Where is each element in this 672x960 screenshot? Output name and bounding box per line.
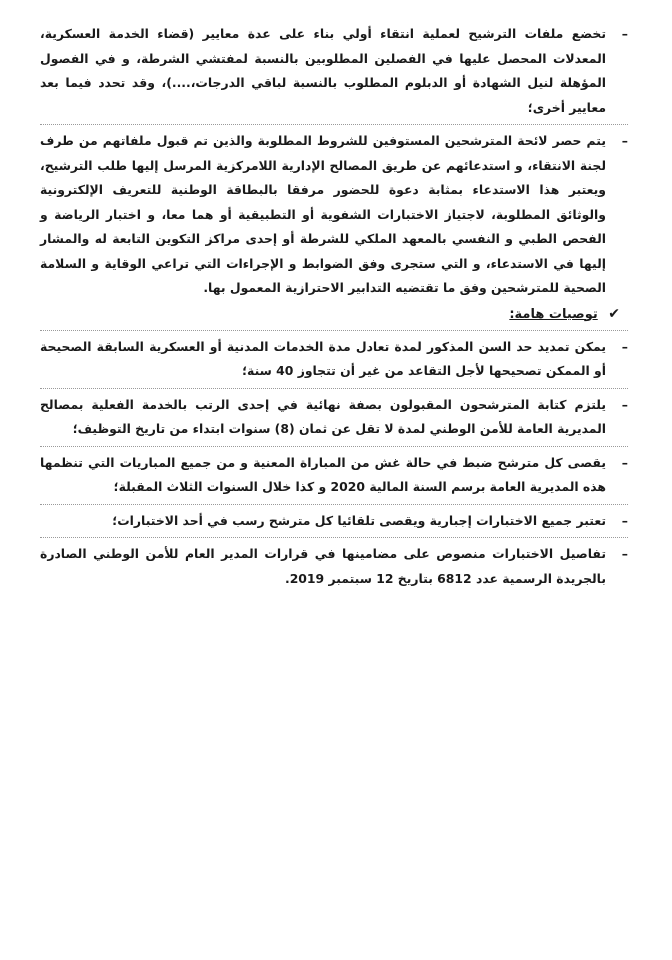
paragraph-text: يتم حصر لائحة المترشحين المستوفين للشروط المطلوبة والذين تم قبول ملفاتهم من طرف لجنة الانتقاء، و استدعائهم عن طريق المصالح الإدارية اللامركزية المرسل إليها طلب الترشيح، ويعتبر هذا الاستدعاء بمثابة دعوة للحضور مرفقا بالبطاقة الوطنية للتعريف الإلكترونية والوثائق المطلوبة، لاجتياز الاختبارات الشفوية أو التطبيقية أو هما معا، و اختبار الرياضة و الفحص الطبي و النفسي بالمعهد الملكي للشرطة أو إحدى مراكز التكوين التابعة له والمشار إليها في الاستدعاء، و التي ستجرى وفق الضوابط و الإجراءات التي تراعي الوقاية و السلامة الصحية للمترشحين وفق ما تقتضيه التدابير الاحترازية المعمول بها. bbox=[40, 133, 606, 295]
paragraph-convocation bbox=[40, 129, 628, 301]
dash-bullet: – bbox=[621, 396, 628, 412]
recommendation-text: يلتزم كتابة المترشحون المقبولون بصفة نهائية في إحدى الرتب بالخدمة الفعلية بمصالح المديرية العامة للأمن الوطني لمدة لا تقل عن ثمان (8) سنوات ابتداء من تاريخ التوظيف؛ bbox=[40, 396, 606, 436]
dash-bullet: – bbox=[621, 546, 628, 561]
recommendation-mandatory-tests bbox=[40, 509, 628, 534]
recommendation-cheating-exclusion bbox=[40, 451, 628, 500]
paragraph-text: تخضع ملفات الترشيح لعملية انتقاء أولي بناء على عدة معايير (قضاء الخدمة العسكرية، المعدلات المحصل عليها في الفصلين المطلوبين بالنسبة لمفتشي الشرطة، و في الفصول المؤهلة لنيل الشهادة أو الدبلوم المطلوب بالنسبة لباقي الدرجات،....)، وقد تحدد فيما بعد معايير أخرى؛ bbox=[40, 26, 606, 115]
recommendation-text: تفاصيل الاختبارات منصوص على مضامينها في قرارات المدير العام للأمن الوطني الصادرة بالجريدة الرسمية عدد 6812 بتاريخ 12 سبتمبر 2019. bbox=[40, 546, 606, 586]
dotted-separator bbox=[40, 537, 628, 538]
dash-bullet: – bbox=[621, 133, 628, 148]
dash-bullet: – bbox=[621, 512, 628, 528]
dotted-separator bbox=[40, 504, 628, 505]
dash-bullet: – bbox=[621, 454, 628, 470]
dash-bullet: – bbox=[621, 26, 628, 41]
checkmark-icon: ✔ bbox=[608, 305, 620, 322]
dash-bullet: – bbox=[621, 338, 628, 354]
recommendation-text: يقصى كل مترشح ضبط في حالة غش من المباراة المعنية و من جميع المباريات التي تنظمها هذه المديرية العامة برسم السنة المالية 2020 و كذا خلال السنوات الثلاث المقبلة؛ bbox=[40, 454, 606, 494]
dotted-separator bbox=[40, 124, 628, 125]
recommendation-text: تعتبر جميع الاختبارات إجبارية ويقصى تلقائيا كل مترشح رسب في أحد الاختبارات؛ bbox=[112, 512, 606, 528]
recommendation-test-details bbox=[40, 542, 628, 591]
recommendation-service-commitment bbox=[40, 393, 628, 442]
recommendation-age-extension bbox=[40, 335, 628, 384]
dotted-separator bbox=[40, 388, 628, 389]
recommendation-text: يمكن تمديد حد السن المذكور لمدة تعادل مدة الخدمات المدنية أو العسكرية السابقة الصحيحة أو الممكن تصحيحها لأجل التقاعد من غير أن تتجاوز 40 سنة؛ bbox=[40, 338, 606, 378]
section-heading bbox=[40, 303, 628, 326]
dotted-separator bbox=[40, 446, 628, 447]
paragraph-preselection bbox=[40, 22, 628, 120]
dotted-separator bbox=[40, 330, 628, 331]
section-heading-text: توصيات هامة: bbox=[509, 306, 598, 322]
